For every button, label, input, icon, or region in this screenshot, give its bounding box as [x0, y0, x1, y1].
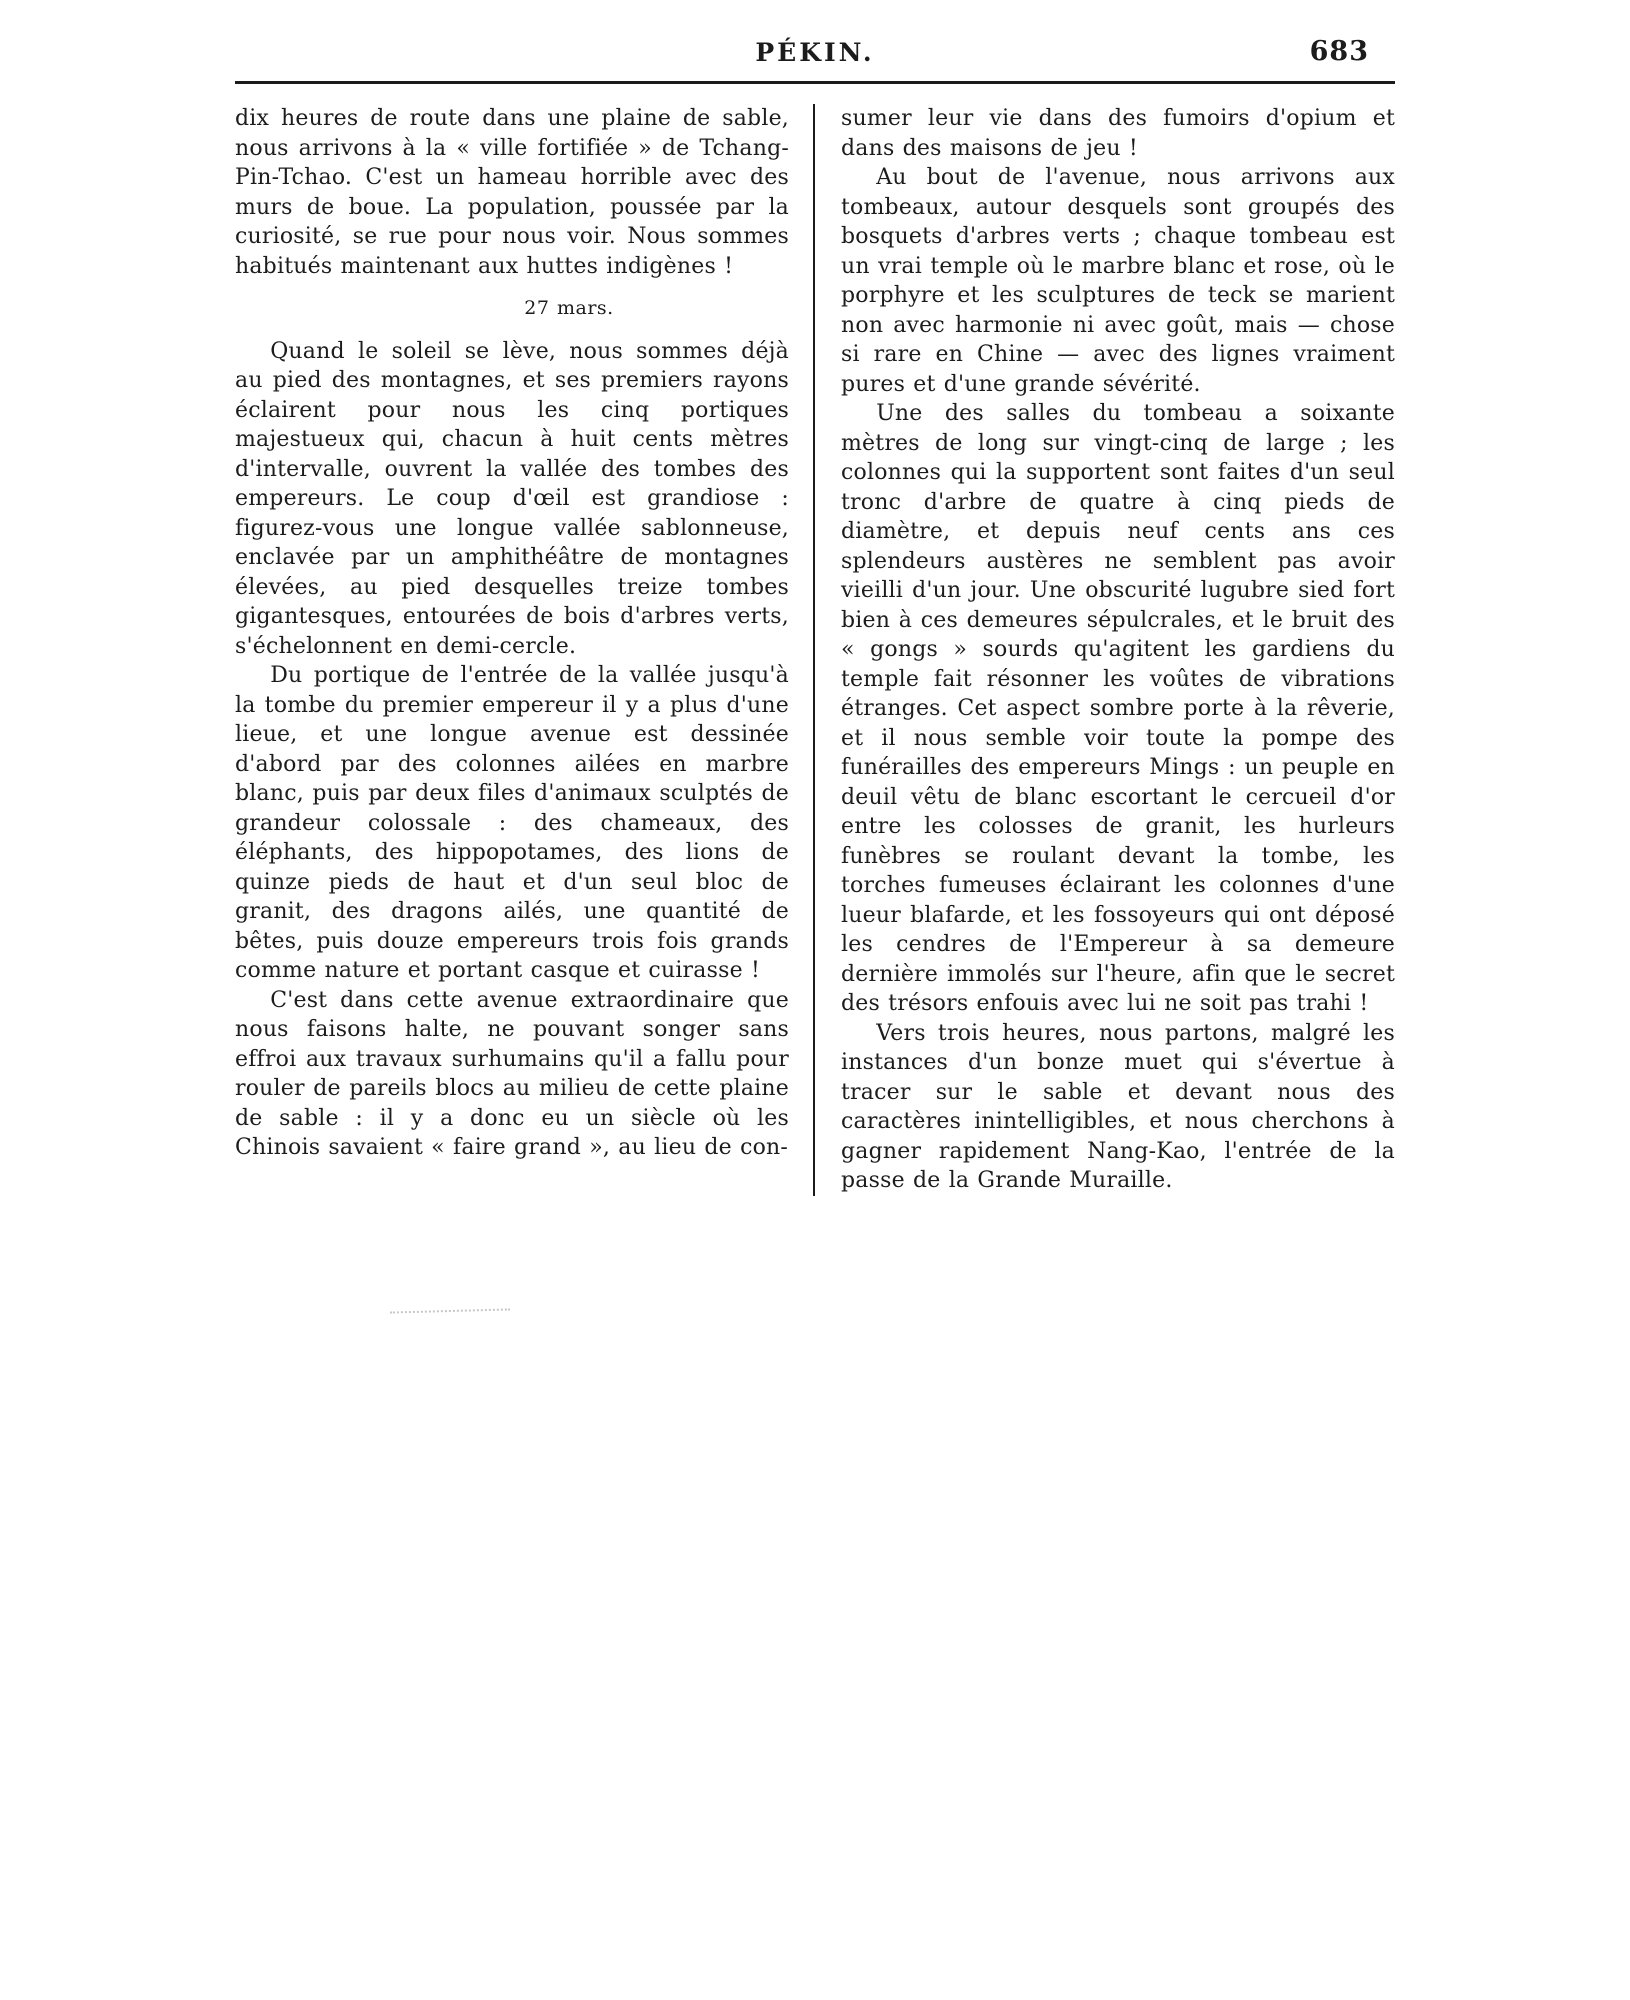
header-rule — [235, 81, 1395, 84]
book-page — [235, 0, 1395, 1196]
running-title: PÉKIN. — [755, 38, 875, 67]
date-line: 27 mars. — [524, 297, 614, 319]
right-column — [815, 104, 1395, 1196]
paragraph: Au bout de l'avenue, nous arrivons aux tombeaux, autour desquels sont groupés des bosquets d'arbres verts ; chaque tombeau est un vrai temple où le marbre blanc et rose, où le porphyre et les sculptures de teck se marient non avec harmonie ni avec goût, mais — chose si rare en Chine — avec des lignes vraiment pures et d'une grande sévérité. — [841, 165, 1395, 397]
paragraph: Une des salles du tombeau a soixante mètres de long sur vingt-cinq de large ; les colonnes qui la supportent sont faites d'un seul tronc d'arbre de quatre à cinq pieds de diamètre, et depuis neuf cents ans ces splendeurs austères ne semblent pas avoir vieilli d'un jour. Une obscurité lugubre sied fort bien à ces demeures sépulcrales, et le bruit des « gongs » sourds qu'agitent les gardiens du temple fait résonner les voûtes de vibrations étranges. Cet aspect sombre porte à la rêverie, et il nous semble voir toute la pompe des funérailles des empereurs Mings : un peuple en deuil vêtu de blanc escortant le cercueil d'or entre les colosses de granit, les hurleurs funèbres se roulant devant la tombe, les torches fumeuses éclairant les colonnes d'une lueur blafarde, et les fossoyeurs qui ont déposé les cendres de l'Empereur à sa demeure dernière immolés sur l'heure, afin que le secret des trésors enfouis avec lui ne soit pas trahi ! — [841, 401, 1395, 1016]
paragraph: dix heures de route dans une plaine de sable, nous arrivons à la « ville fortifiée » de Tchang-Pin-Tchao. C'est un hameau horrible avec des murs de boue. La population, poussée par la curiosité, se rue pour nous voir. Nous sommes habitués maintenant aux huttes indigènes ! — [235, 106, 789, 279]
paragraph: C'est dans cette avenue extraordinaire que nous faisons halte, ne pouvant songer sans effroi aux travaux surhumains qu'il a fallu pour rouler de pareils blocs au milieu de cette plaine de sable : il y a donc eu un siècle où les Chinois savaient « faire grand », au lieu de con- — [235, 987, 789, 1160]
text-columns — [235, 104, 1395, 1196]
paragraph: Du portique de l'entrée de la vallée jusqu'à la tombe du premier empereur il y a plus d'une lieue, et une longue avenue est dessinée d'abord par des colonnes ailées en marbre blanc, puis par deux files d'animaux sculptés de grandeur colossale : des chameaux, des éléphants, des hippopotames, des lions de quinze pieds de haut et d'un seul bloc de granit, des dragons ailés, une quantité de bêtes, puis douze empereurs trois fois grands comme nature et portant casque et cuirasse ! — [235, 663, 789, 983]
paragraph: sumer leur vie dans des fumoirs d'opium et dans des maisons de jeu ! — [841, 106, 1395, 161]
paragraph: Vers trois heures, nous partons, malgré les instances d'un bonze muet qui s'évertue à tracer sur le sable et devant nous des caractères inintelligibles, et nous cherchons à gagner rapidement Nang-Kao, l'entrée de la passe de la Grande Muraille. — [841, 1020, 1395, 1193]
page-number: 683 — [1309, 36, 1369, 67]
left-column — [235, 104, 813, 1196]
scan-artifact — [390, 1308, 510, 1321]
paragraph: Quand le soleil se lève, nous sommes déjà au pied des montagnes, et ses premiers rayons éclairent pour nous les cinq portiques majestueux qui, chacun à huit cents mètres d'intervalle, ouvrent la vallée des tombes des empereurs. Le coup d'œil est grandiose : figurez-vous une longue vallée sablonneuse, enclavée par un amphithéâtre de montagnes élevées, au pied desquelles treize tombes gigantesques, entourées de bois d'arbres verts, s'échelonnent en demi-cercle. — [235, 338, 789, 659]
page-header — [235, 36, 1395, 74]
